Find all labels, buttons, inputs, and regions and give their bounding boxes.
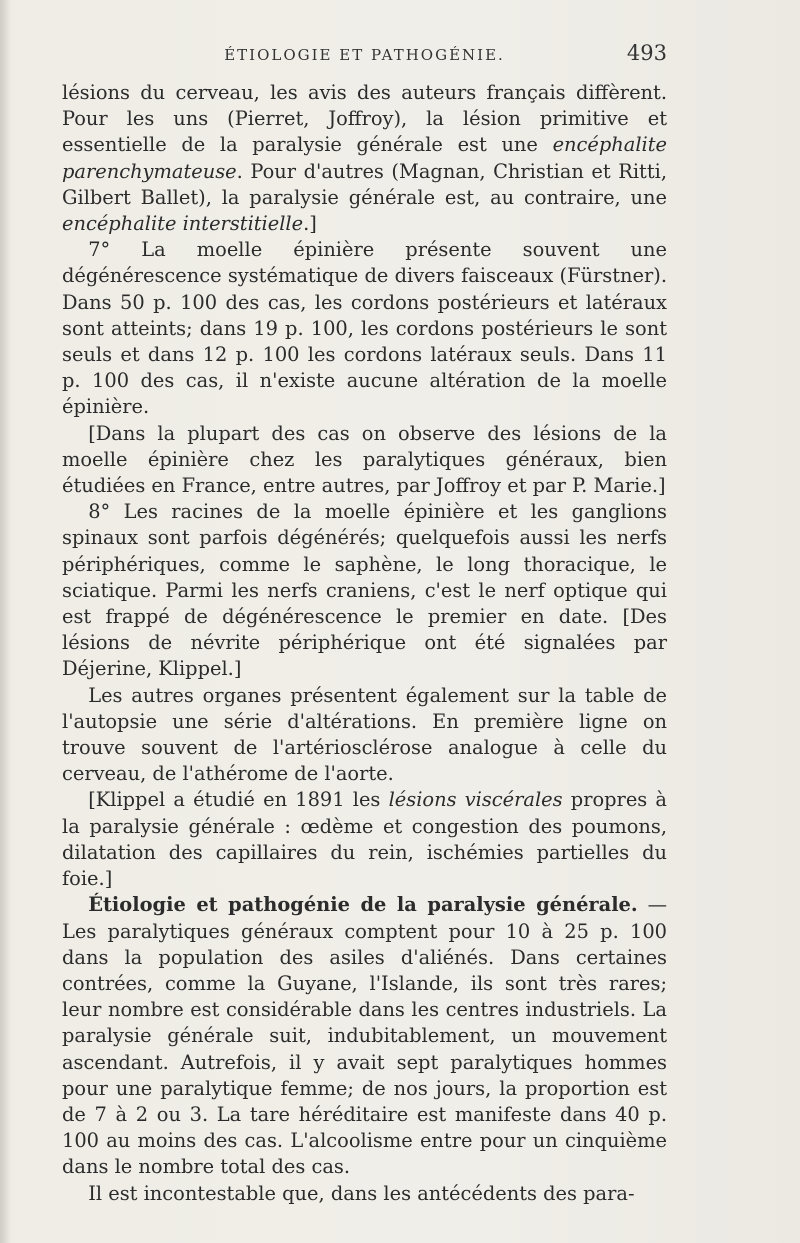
paragraph-6 [62, 787, 667, 892]
paragraph-3: [Dans la plupart des cas on observe des lésions de la moelle épinière chez les paralytiques généraux, bien étudiées en France, entre autres, par Joffroy et par P. Marie.] [62, 421, 667, 498]
page-number: 493 [626, 41, 667, 65]
paragraph-7-text: — Les paralytiques généraux comptent pour 10 à 25 p. 100 dans la population des asiles d'aliénés. Dans certaines contrées, comme la Guyane, l'Islande, ils sont très rares; leur nombre est considérable dans les centres industriels. La paralysie générale suit, indubitablement, un mouvement ascendant. Autrefois, il y avait sept paralytiques hommes pour une paralytique femme; de nos jours, la proportion est de 7 à 2 ou 3. La tare héréditaire est manifeste dans 40 p. 100 au moins des cas. L'alcoolisme entre pour un cinquième dans le nombre total des cas. [62, 893, 667, 1179]
term-lesions-viscerales: lésions viscérales [388, 788, 563, 812]
paragraph-1-text-a: lésions du cerveau, les avis des auteurs français diffèrent. Pour les uns (Pierret, Joffroy), la lésion primitive et essentielle de la paralysie générale est une [62, 81, 667, 157]
paragraph-1 [62, 80, 667, 237]
paragraph-7 [62, 892, 667, 1180]
paragraph-1-text-e: .] [303, 212, 317, 236]
running-title: ÉTIOLOGIE ET PATHOGÉNIE. [224, 46, 505, 64]
term-encephalite-parenchymateuse: encéphalite parenchymateuse [62, 133, 667, 183]
paragraph-4: 8° Les racines de la moelle épinière et les ganglions spinaux sont parfois dégénérés; quelquefois aussi les nerfs périphériques, comme le saphène, le long thoracique, le sciatique. Parmi les nerfs craniens, c'est le nerf optique qui est frappé de dégénérescence le premier en date. [Des lésions de névrite périphérique ont été signalées par Déjerine, Klippel.] [62, 500, 667, 681]
paragraph-2: 7° La moelle épinière présente souvent une dégénérescence systématique de divers faisceaux (Fürstner). Dans 50 p. 100 des cas, les cordons postérieurs et latéraux sont atteints; dans 19 p. 100, les cordons postérieurs le sont seuls et dans 12 p. 100 les cordons latéraux seuls. Dans 11 p. 100 des cas, il n'existe aucune altération de la moelle épinière. [62, 238, 667, 419]
paragraph-6-text-a: [Klippel a étudié en 1891 les [88, 788, 389, 812]
paragraph-6-text-c: propres à la paralysie générale : œdème et congestion des poumons, dilatation des capillaires du rein, ischémies partielles du foie.] [62, 788, 667, 891]
paragraph-1-text-c: . Pour d'autres (Magnan, Christian et Ritti, Gilbert Ballet), la paralysie générale est, au contraire, une [62, 159, 667, 209]
paragraph-5: Les autres organes présentent également sur la table de l'autopsie une série d'altérations. En première ligne on trouve souvent de l'artériosclérose analogue à celle du cerveau, de l'athérome de l'aorte. [62, 683, 667, 786]
section-heading: Étiologie et pathogénie de la paralysie générale. [88, 893, 638, 917]
term-encephalite-interstitielle: encéphalite interstitielle [62, 212, 304, 236]
running-head [62, 40, 667, 70]
page-gutter-shadow [0, 0, 10, 1243]
paragraph-8: Il est incontestable que, dans les antécédents des para- [88, 1181, 635, 1205]
body-text [62, 80, 667, 1207]
